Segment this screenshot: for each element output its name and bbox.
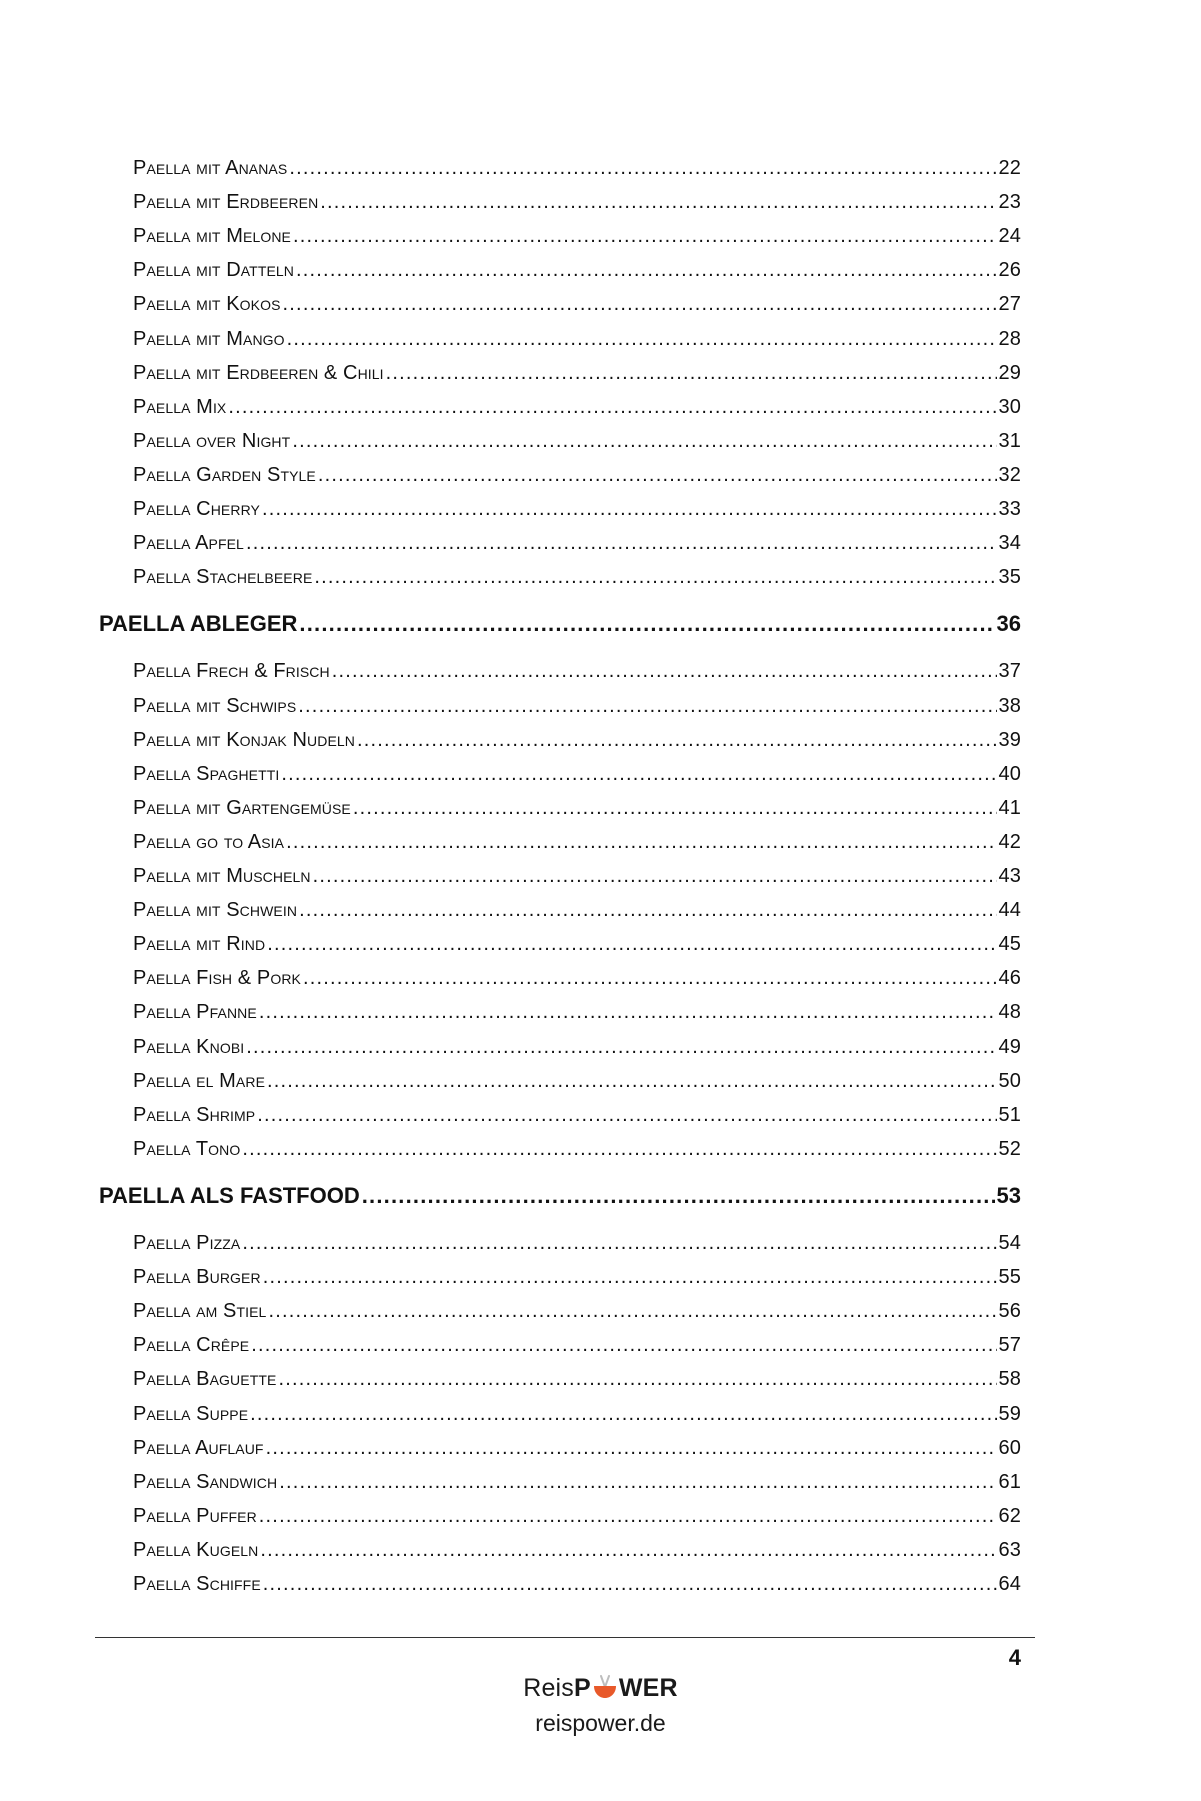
toc-entry-page: 59 [998, 1402, 1021, 1425]
toc-entry-page: 52 [998, 1137, 1021, 1160]
toc-entry-row[interactable] [133, 725, 1021, 755]
toc-entry-row[interactable] [133, 528, 1021, 558]
toc-entry-page: 63 [998, 1538, 1021, 1561]
toc-entry-row[interactable] [133, 1296, 1021, 1326]
toc-dot-leader [362, 1181, 995, 1211]
toc-entry-page: 49 [998, 1035, 1021, 1058]
toc-entry-title: Paella Frech & Frisch [133, 660, 330, 683]
toc-entry-row[interactable] [133, 221, 1021, 251]
toc-entry-title: Paella Auflauf [133, 1436, 264, 1459]
toc-dot-leader [298, 691, 996, 721]
toc-entry-title: Paella mit Schwein [133, 899, 298, 922]
toc-dot-leader [251, 1330, 996, 1360]
toc-entry-title: Paella am Stiel [133, 1300, 267, 1323]
toc-entry-row[interactable] [133, 1364, 1021, 1394]
toc-entry-row[interactable] [133, 1399, 1021, 1429]
toc-dot-leader [259, 997, 997, 1027]
toc-entry-row[interactable] [133, 827, 1021, 857]
toc-dot-leader [281, 759, 996, 789]
toc-entry-title: Paella Mix [133, 395, 227, 418]
toc-entry-title: Paella mit Konjak Nudeln [133, 728, 356, 751]
toc-entry-title: Paella mit Kokos [133, 293, 281, 316]
toc-dot-leader [318, 460, 997, 490]
toc-entry-row[interactable] [133, 1433, 1021, 1463]
toc-entry-title: PAELLA ALS FASTFOOD [99, 1182, 360, 1208]
toc-entry-title: Paella Apfel [133, 532, 244, 555]
toc-entry-page: 33 [998, 498, 1021, 520]
toc-entry-row[interactable] [133, 1100, 1021, 1130]
toc-dot-leader [268, 1296, 996, 1326]
toc-entry-page: 56 [998, 1300, 1021, 1323]
toc-entry-title: Paella mit Erdbeeren & Chili [133, 361, 384, 384]
toc-entry-row[interactable] [133, 1262, 1021, 1292]
toc-dot-leader [283, 289, 997, 319]
toc-entry-title: Paella Stachelbeere [133, 566, 313, 589]
toc-dot-leader [314, 562, 996, 592]
toc-entry-title: Paella Puffer [133, 1504, 257, 1527]
toc-entry-page: 24 [998, 225, 1021, 248]
toc-entry-page: 62 [998, 1504, 1021, 1527]
toc-dot-leader [299, 609, 994, 639]
toc-entry-row[interactable] [133, 997, 1021, 1027]
toc-entry-title: Paella mit Rind [133, 933, 266, 956]
toc-entry-title: Paella Spaghetti [133, 762, 280, 785]
toc-dot-leader [242, 1228, 996, 1258]
toc-entry-row[interactable] [133, 324, 1021, 354]
toc-dot-leader [266, 1433, 997, 1463]
toc-entry-row[interactable] [133, 392, 1021, 422]
toc-entry-row[interactable] [133, 1330, 1021, 1360]
toc-dot-leader [353, 793, 997, 823]
toc-entry-page: 36 [996, 611, 1021, 637]
toc-dot-leader [299, 895, 996, 925]
toc-entry-title: Paella mit Ananas [133, 157, 288, 179]
toc-entry-title: Paella mit Erdbeeren [133, 191, 319, 214]
toc-dot-leader [267, 929, 996, 959]
toc-entry-row[interactable] [133, 861, 1021, 891]
toc-dot-leader [279, 1467, 996, 1497]
toc-entry-row[interactable] [133, 895, 1021, 925]
toc-entry-title: Paella Cherry [133, 498, 260, 520]
toc-dot-leader [332, 656, 997, 686]
toc-entry-page: 43 [998, 865, 1021, 887]
toc-entry-page: 51 [998, 1103, 1021, 1126]
toc-dot-leader [320, 187, 996, 217]
toc-entry-row[interactable] [133, 187, 1021, 217]
toc-entry-title: Paella Kugeln [133, 1538, 259, 1561]
toc-entry-row[interactable] [133, 460, 1021, 490]
toc-entry-title: Paella Burger [133, 1266, 261, 1289]
toc-dot-leader [267, 1066, 997, 1096]
toc-entry-row[interactable] [133, 759, 1021, 789]
toc-entry-page: 39 [998, 728, 1021, 751]
toc-entry-title: Paella Baguette [133, 1368, 277, 1391]
toc-entry-row[interactable] [133, 289, 1021, 319]
toc-dot-leader [228, 392, 996, 422]
toc-entry-title: Paella Knobi [133, 1035, 245, 1058]
toc-entry-row[interactable] [133, 358, 1021, 388]
toc-entry-title: Paella Garden Style [133, 463, 316, 486]
toc-entry-row[interactable] [133, 691, 1021, 721]
toc-dot-leader [386, 358, 997, 388]
toc-dot-leader [289, 153, 996, 183]
toc-entry-page: 32 [998, 463, 1021, 486]
toc-dot-leader [242, 1134, 996, 1164]
toc-entry-row[interactable] [133, 963, 1021, 993]
toc-entry-row[interactable] [133, 426, 1021, 456]
toc-entry-page: 28 [998, 327, 1021, 350]
toc-entry-title: Paella mit Datteln [133, 259, 295, 282]
toc-entry-page: 26 [998, 259, 1021, 282]
toc-entry-row[interactable] [133, 1569, 1021, 1599]
toc-entry-row[interactable] [133, 1228, 1021, 1258]
toc-entry-page: 61 [998, 1470, 1021, 1493]
toc-entry-page: 38 [998, 694, 1021, 717]
toc-dot-leader [250, 1399, 996, 1429]
toc-entry-title: Paella Shrimp [133, 1103, 256, 1126]
brand-text-p: P [574, 1674, 591, 1702]
toc-entry-row[interactable] [133, 656, 1021, 686]
toc-entry-page: 27 [998, 293, 1021, 316]
toc-entry-title: Paella Schiffe [133, 1573, 261, 1595]
brand-text-reis: Reis [523, 1674, 574, 1702]
toc-entry-title: Paella Crêpe [133, 1334, 250, 1357]
toc-entry-page: 58 [998, 1368, 1021, 1391]
toc-entry-title: Paella go to Asia [133, 830, 285, 853]
toc-entry-title: Paella Fish & Pork [133, 967, 301, 990]
toc-entry-page: 44 [998, 899, 1021, 922]
toc-entry-page: 42 [998, 830, 1021, 853]
toc-entry-page: 40 [998, 762, 1021, 785]
toc-dot-leader [296, 255, 997, 285]
toc-entry-row[interactable] [133, 1066, 1021, 1096]
toc-dot-leader [260, 1535, 996, 1565]
toc-entry-page: 57 [998, 1334, 1021, 1357]
website-url: reispower.de [535, 1710, 666, 1736]
rice-bowl-icon [592, 1675, 618, 1699]
toc-entry-page: 53 [996, 1182, 1021, 1208]
toc-chapter-row[interactable] [99, 1181, 1021, 1211]
toc-entry-title: Paella Pfanne [133, 1001, 257, 1024]
toc-entry-page: 37 [998, 660, 1021, 683]
toc-entry-page: 46 [998, 967, 1021, 990]
toc-entry-row[interactable] [133, 1501, 1021, 1531]
toc-entry-page: 31 [998, 429, 1021, 452]
toc-entry-row[interactable] [133, 1134, 1021, 1164]
toc-entry-row[interactable] [133, 1032, 1021, 1062]
toc-entry-row[interactable] [133, 153, 1021, 183]
toc-entry-row[interactable] [133, 1467, 1021, 1497]
brand-logo [0, 1674, 1201, 1703]
toc-entry-title: Paella Tono [133, 1137, 241, 1160]
toc-dot-leader [257, 1100, 996, 1130]
toc-entry-page: 30 [998, 395, 1021, 418]
toc-entry-page: 22 [998, 157, 1021, 179]
toc-dot-leader [246, 528, 997, 558]
toc-entry-page: 48 [998, 1001, 1021, 1024]
toc-entry-title: Paella Sandwich [133, 1470, 278, 1493]
toc-dot-leader [303, 963, 997, 993]
toc-entry-row[interactable] [133, 929, 1021, 959]
toc-dot-leader [246, 1032, 996, 1062]
toc-entry-title: Paella Suppe [133, 1402, 249, 1425]
toc-entry-row[interactable] [133, 793, 1021, 823]
toc-entry-title: Paella mit Schwips [133, 694, 297, 717]
toc-entry-row[interactable] [133, 1535, 1021, 1565]
toc-entry-row[interactable] [133, 494, 1021, 524]
toc-dot-leader [286, 827, 996, 857]
toc-chapter-row[interactable] [99, 609, 1021, 639]
toc-entry-page: 60 [998, 1436, 1021, 1459]
toc-dot-leader [263, 1262, 997, 1292]
toc-entry-title: Paella over Night [133, 429, 291, 452]
toc-dot-leader [357, 725, 997, 755]
toc-entry-page: 45 [998, 933, 1021, 956]
toc-entry-page: 54 [998, 1232, 1021, 1254]
toc-entry-page: 50 [998, 1069, 1021, 1092]
toc-entry-title: Paella mit Gartengemüse [133, 796, 351, 819]
toc-entry-page: 55 [998, 1266, 1021, 1289]
toc-entry-page: 29 [998, 361, 1021, 384]
toc-dot-leader [259, 1501, 997, 1531]
toc-entry-page: 35 [998, 566, 1021, 589]
page-number: 4 [1008, 1645, 1021, 1670]
toc-dot-leader [293, 221, 997, 251]
toc-entry-title: Paella mit Mango [133, 327, 285, 350]
toc-dot-leader [263, 1569, 997, 1599]
toc-entry-title: Paella mit Melone [133, 225, 291, 248]
toc-entry-title: Paella el Mare [133, 1069, 266, 1092]
toc-entry-title: PAELLA ABLEGER [99, 611, 298, 637]
footer-divider [95, 1637, 1035, 1638]
toc-entry-page: 34 [998, 532, 1021, 555]
toc-dot-leader [292, 426, 996, 456]
toc-dot-leader [278, 1364, 996, 1394]
toc-dot-leader [262, 494, 997, 524]
toc-entry-title: Paella mit Muscheln [133, 865, 311, 887]
brand-text-wer: WER [618, 1674, 678, 1702]
toc-entry-row[interactable] [133, 562, 1021, 592]
toc-entry-page: 23 [998, 191, 1021, 214]
toc-dot-leader [313, 861, 997, 891]
toc-entry-row[interactable] [133, 255, 1021, 285]
toc-entry-page: 41 [998, 796, 1021, 819]
toc-dot-leader [287, 324, 997, 354]
toc-entry-title: Paella Pizza [133, 1232, 241, 1254]
toc-entry-page: 64 [998, 1573, 1021, 1595]
